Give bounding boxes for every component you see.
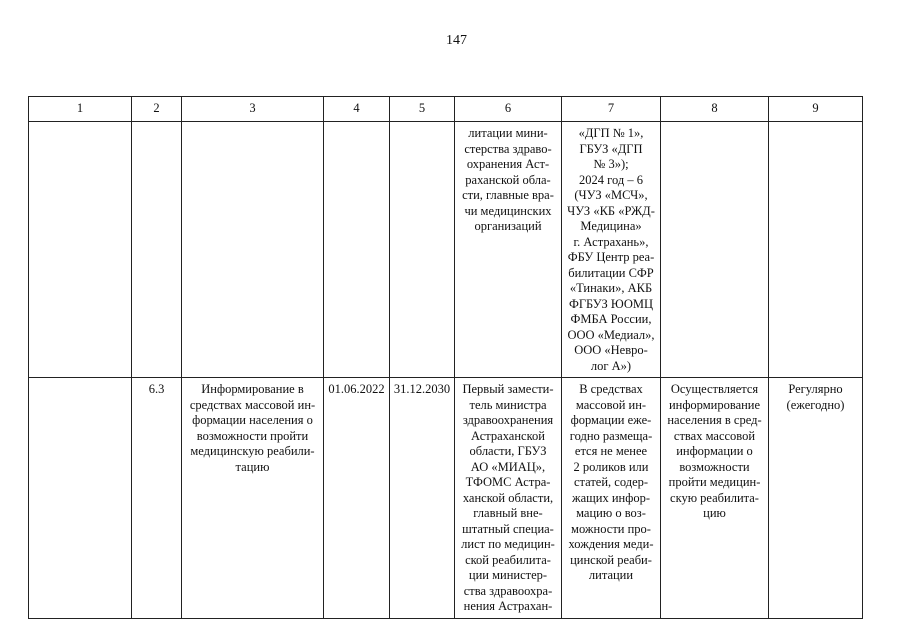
cell-result [562, 122, 661, 378]
text-line: ской реабилита- [465, 552, 551, 567]
text-line: ется не менее [574, 444, 648, 458]
text-line: ФГБУЗ ЮОМЦ [568, 296, 654, 311]
text-line: информирование [668, 397, 761, 412]
text-line: хождения меди- [568, 537, 654, 551]
text-line: В средствах [579, 382, 643, 396]
text-line: «Тинаки», АКБ [569, 281, 653, 295]
text-line: ции министер- [468, 568, 548, 582]
text-line: Осуществляется [670, 382, 759, 396]
text-line: охранения Аст- [466, 157, 550, 171]
text-line: раханской обла- [465, 172, 551, 187]
text-line: 2 роликов или [573, 459, 649, 474]
text-line: ханской области, [462, 490, 554, 505]
cell-col-8 [661, 122, 769, 378]
text-line: Информирование в [201, 382, 304, 396]
text-line: информации о [676, 444, 753, 458]
text-line: ЧУЗ «КБ «РЖД- [567, 203, 655, 218]
text-line: штатный специа- [462, 521, 554, 536]
plan-table [28, 96, 863, 619]
text-line: нения Астрахан- [463, 599, 553, 613]
text-line: лист по медицин- [461, 537, 555, 551]
text-line: г. Астрахань», [573, 234, 649, 249]
cell-col-3 [182, 122, 324, 378]
header-col-1: 1 [29, 97, 132, 122]
cell-item-number: 6.3 [132, 378, 182, 619]
cell-end-date: 31.12.2030 [390, 378, 455, 619]
text-line: цинской реаби- [570, 552, 652, 567]
text-line: ТФОМС Астра- [465, 475, 551, 489]
text-line: АО «МИАЦ», [470, 459, 546, 474]
cell-col-1 [29, 378, 132, 619]
text-line: Первый замести- [462, 382, 554, 396]
header-col-3: 3 [182, 97, 324, 122]
text-line: ствах массовой [673, 428, 756, 443]
text-line: № 3»); [593, 157, 629, 171]
text-line: литации [588, 568, 634, 582]
text-line: тель министра [469, 397, 547, 412]
text-line: жащих инфор- [571, 490, 650, 505]
text-line: здравоохранения [462, 413, 554, 427]
text-line: сти, главные вра- [462, 188, 554, 202]
cell-col-4 [324, 122, 390, 378]
cell-responsible [455, 122, 562, 378]
text-line: формации населения о [192, 413, 313, 427]
text-line: «ДГП № 1», [578, 126, 644, 140]
text-line: организаций [474, 219, 542, 233]
text-line: массовой ин- [575, 397, 647, 412]
header-row [29, 97, 863, 122]
text-line: главный вне- [473, 506, 543, 520]
cell-col-1 [29, 122, 132, 378]
cell-col-9 [769, 122, 863, 378]
text-line: лог А») [590, 358, 632, 373]
text-line: мацию о воз- [576, 506, 646, 520]
header-col-6: 6 [455, 97, 562, 122]
text-line: билитации СФР [568, 265, 654, 280]
header-col-8: 8 [661, 97, 769, 122]
text-line: возможности [679, 459, 750, 474]
text-line: цию [703, 506, 726, 520]
text-line: медицинскую реабили- [190, 444, 315, 458]
text-line: ФБУ Центр реа- [567, 250, 655, 264]
text-line: годно размеща- [569, 428, 653, 443]
cell-periodicity [769, 378, 863, 619]
table-row [29, 122, 863, 378]
text-line: ООО «Невро- [574, 343, 648, 357]
header-col-4: 4 [324, 97, 390, 122]
cell-result [562, 378, 661, 619]
text-line: Регулярно [788, 382, 843, 396]
text-line: ФМБА России, [570, 312, 652, 326]
text-line: ства здравоохра- [463, 583, 553, 598]
cell-col-5 [390, 122, 455, 378]
text-line: ООО «Медиал», [567, 327, 655, 342]
text-line: средствах массовой ин- [189, 397, 316, 412]
text-line: литации мини- [468, 126, 548, 140]
text-line: (ежегодно) [786, 397, 845, 412]
table-row [29, 378, 863, 619]
cell-indicator [661, 378, 769, 619]
cell-col-2 [132, 122, 182, 378]
text-line: населения в сред- [667, 413, 762, 427]
text-line: формации еже- [570, 413, 652, 427]
page-number: 147 [446, 33, 467, 48]
text-line: стерства здраво- [464, 141, 552, 156]
text-line: Астраханской [471, 428, 545, 443]
text-line: возможности пройти [196, 428, 309, 443]
text-line: пройти медицин- [668, 475, 761, 489]
text-line: 2024 год – 6 [579, 172, 643, 187]
text-line: скую реабилита- [670, 490, 759, 505]
text-line: ГБУЗ «ДГП [579, 141, 643, 156]
header-col-2: 2 [132, 97, 182, 122]
text-line: чи медицинских [464, 203, 552, 218]
text-line: области, ГБУЗ [469, 444, 547, 458]
text-line: можности про- [571, 521, 651, 536]
text-line: Медицина» [580, 219, 642, 233]
header-col-5: 5 [390, 97, 455, 122]
header-col-9: 9 [769, 97, 863, 122]
text-line: (ЧУЗ «МСЧ», [574, 188, 648, 202]
cell-responsible [455, 378, 562, 619]
header-col-7: 7 [562, 97, 661, 122]
text-line: статей, содер- [573, 475, 649, 489]
text-line: тацию [235, 459, 270, 474]
cell-activity [182, 378, 324, 619]
cell-start-date: 01.06.2022 [324, 378, 390, 619]
